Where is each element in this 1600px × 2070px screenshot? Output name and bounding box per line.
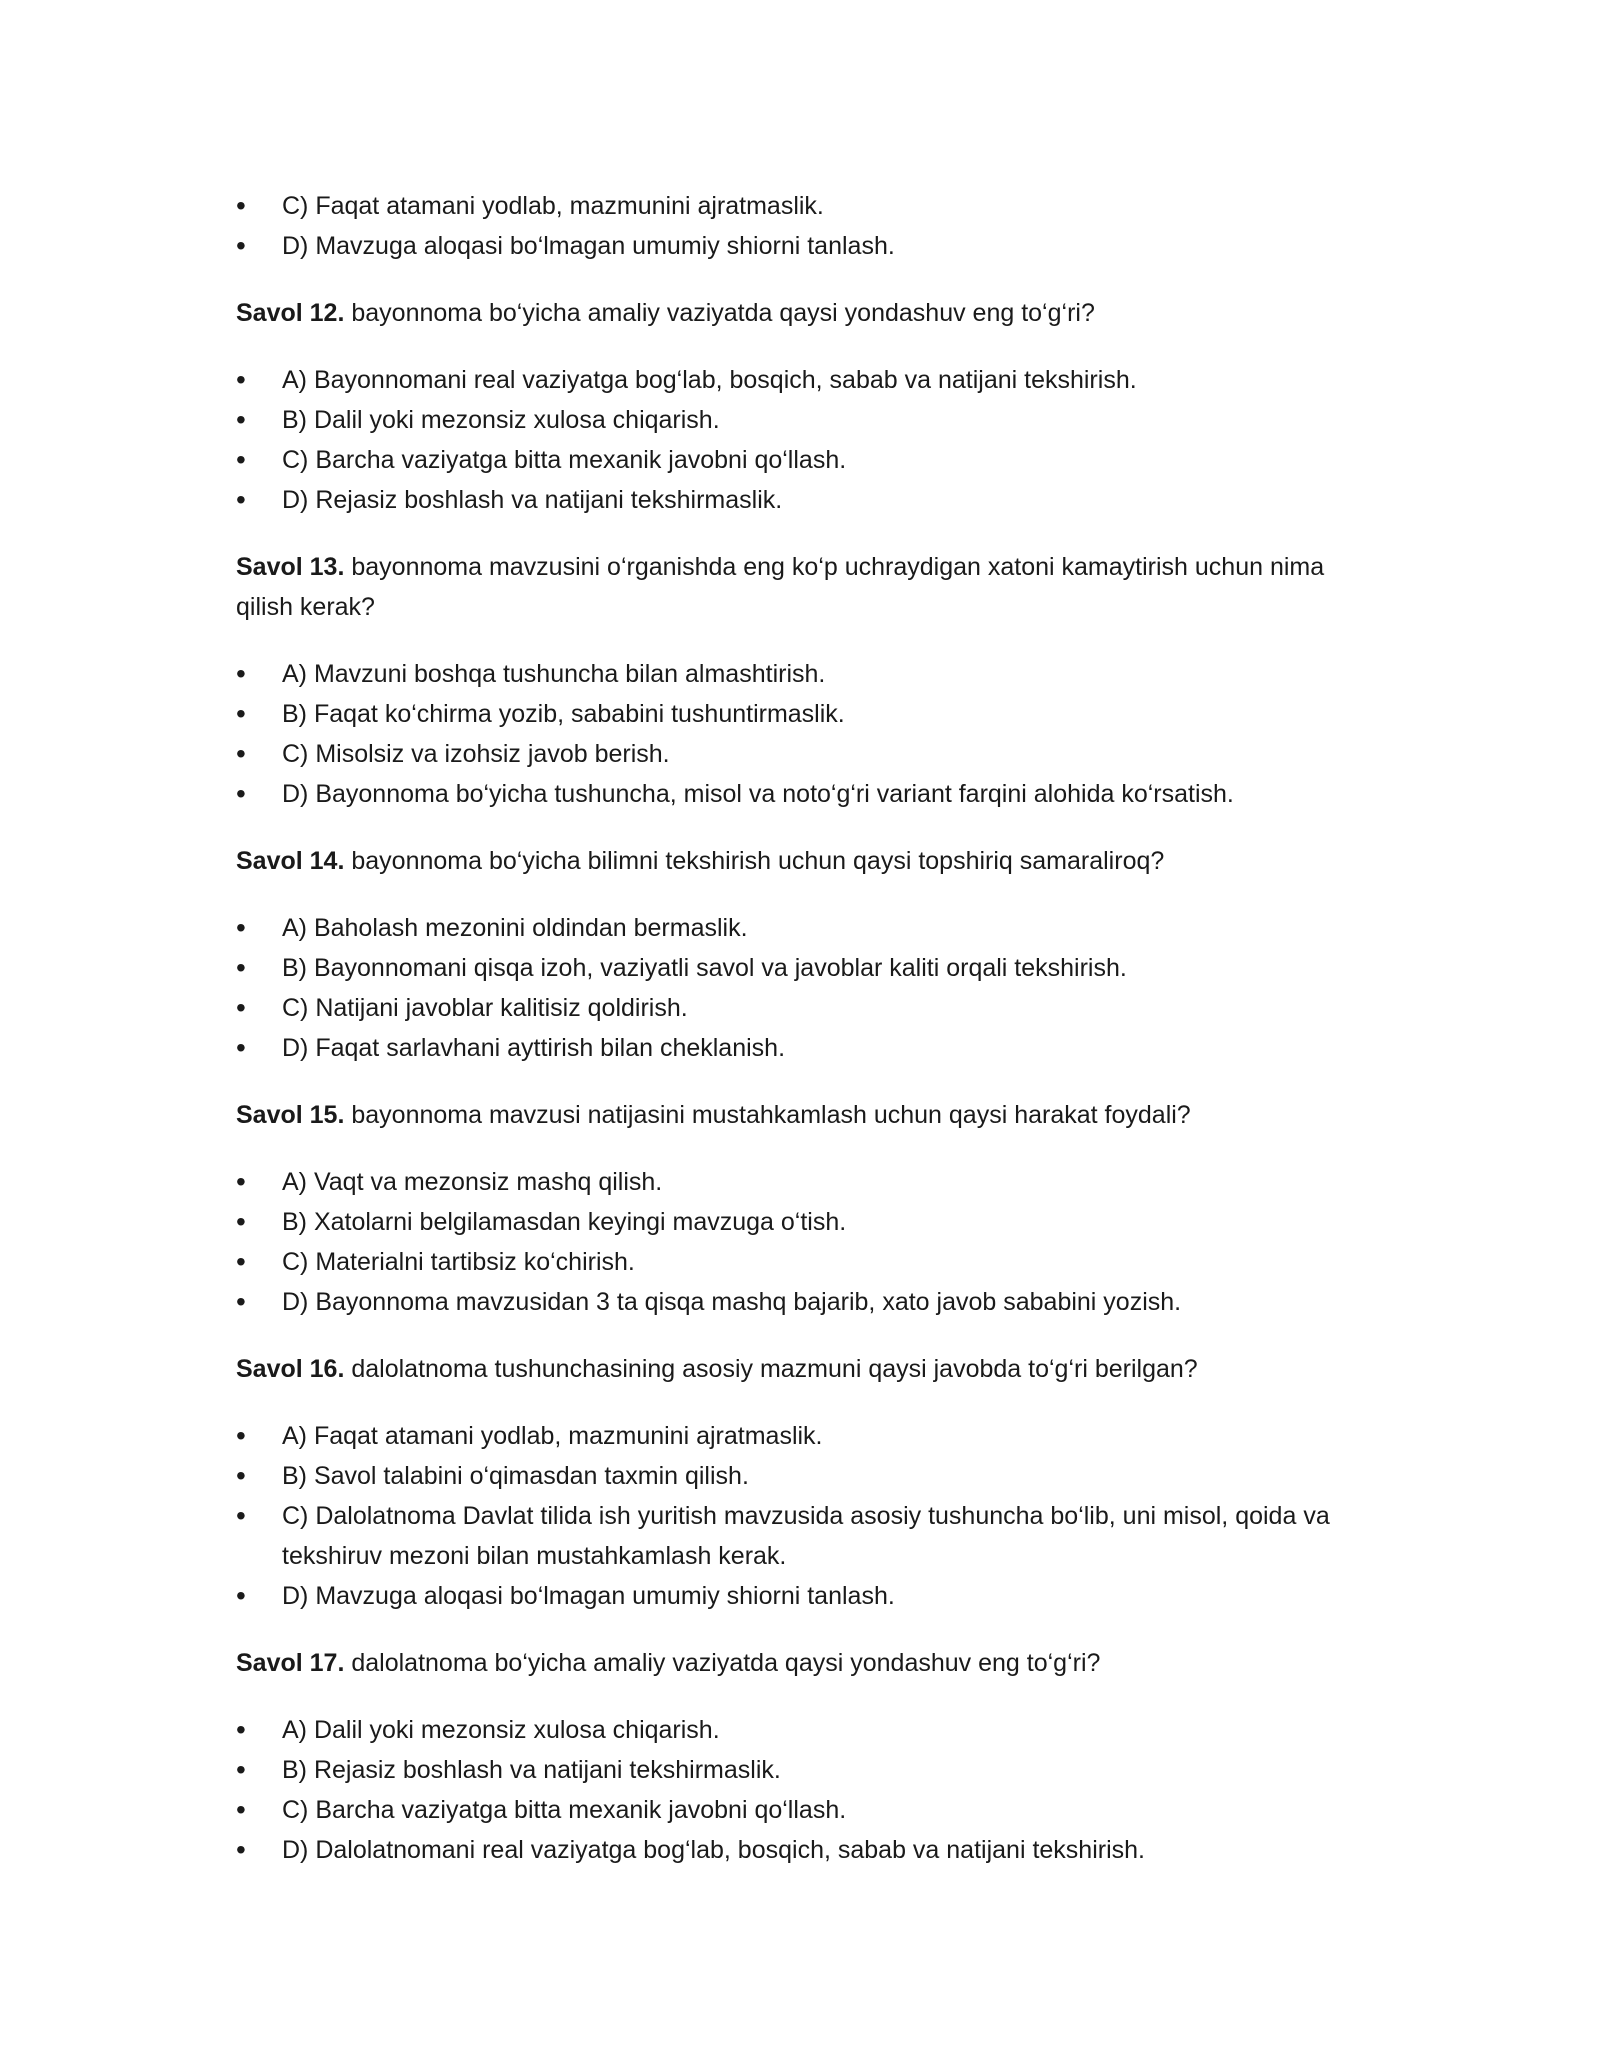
option-list xyxy=(236,1710,1364,1870)
question-text: bayonnoma mavzusini o‘rganishda eng ko‘p uchraydigan xatoni kamaytirish uchun nima qilish kerak? xyxy=(236,553,1325,621)
question xyxy=(236,1349,1364,1389)
option-item: • B) Xatolarni belgilamasdan keyingi mavzuga o‘tish. xyxy=(236,1202,1364,1242)
document-page xyxy=(236,186,1364,1870)
option-list xyxy=(236,1416,1364,1616)
question-text: dalolatnoma bo‘yicha amaliy vaziyatda qaysi yondashuv eng to‘g‘ri? xyxy=(351,1649,1101,1677)
question-text: bayonnoma bo‘yicha bilimni tekshirish uchun qaysi topshiriq samaraliroq? xyxy=(351,847,1165,875)
question-label: Savol 16. xyxy=(236,1355,345,1383)
question-label: Savol 15. xyxy=(236,1101,345,1129)
option-item: • C) Barcha vaziyatga bitta mexanik javobni qo‘llash. xyxy=(236,440,1364,480)
question-label: Savol 12. xyxy=(236,299,345,327)
option-item: • C) Misolsiz va izohsiz javob berish. xyxy=(236,734,1364,774)
question-text: dalolatnoma tushunchasining asosiy mazmuni qaysi javobda to‘g‘ri berilgan? xyxy=(351,1355,1198,1383)
option-item: • D) Bayonnoma bo‘yicha tushuncha, misol va noto‘g‘ri variant farqini alohida ko‘rsatish. xyxy=(236,774,1364,814)
question xyxy=(236,1095,1364,1135)
option-item: • B) Dalil yoki mezonsiz xulosa chiqarish. xyxy=(236,400,1364,440)
option-item: • A) Faqat atamani yodlab, mazmunini ajratmaslik. xyxy=(236,1416,1364,1456)
option-item: • B) Savol talabini o‘qimasdan taxmin qilish. xyxy=(236,1456,1364,1496)
question-text: bayonnoma bo‘yicha amaliy vaziyatda qaysi yondashuv eng to‘g‘ri? xyxy=(351,299,1095,327)
option-item: • C) Barcha vaziyatga bitta mexanik javobni qo‘llash. xyxy=(236,1790,1364,1830)
option-item: • A) Vaqt va mezonsiz mashq qilish. xyxy=(236,1162,1364,1202)
option-item: • B) Rejasiz boshlash va natijani tekshirmaslik. xyxy=(236,1750,1364,1790)
option-item: • A) Bayonnomani real vaziyatga bog‘lab, bosqich, sabab va natijani tekshirish. xyxy=(236,360,1364,400)
option-item: • C) Faqat atamani yodlab, mazmunini ajratmaslik. xyxy=(236,186,1364,226)
option-item: • D) Rejasiz boshlash va natijani tekshirmaslik. xyxy=(236,480,1364,520)
question-text: bayonnoma mavzusi natijasini mustahkamlash uchun qaysi harakat foydali? xyxy=(351,1101,1191,1129)
question-label: Savol 13. xyxy=(236,553,345,581)
option-item: • A) Mavzuni boshqa tushuncha bilan almashtirish. xyxy=(236,654,1364,694)
option-item: • D) Faqat sarlavhani ayttirish bilan cheklanish. xyxy=(236,1028,1364,1068)
option-item: • C) Natijani javoblar kalitisiz qoldirish. xyxy=(236,988,1364,1028)
option-item: • B) Bayonnomani qisqa izoh, vaziyatli savol va javoblar kaliti orqali tekshirish. xyxy=(236,948,1364,988)
question-label: Savol 17. xyxy=(236,1649,345,1677)
option-item: • D) Dalolatnomani real vaziyatga bog‘lab, bosqich, sabab va natijani tekshirish. xyxy=(236,1830,1364,1870)
question xyxy=(236,547,1364,627)
question-label: Savol 14. xyxy=(236,847,345,875)
option-item: • D) Mavzuga aloqasi bo‘lmagan umumiy shiorni tanlash. xyxy=(236,1576,1364,1616)
option-item: • B) Faqat ko‘chirma yozib, sababini tushuntirmaslik. xyxy=(236,694,1364,734)
question xyxy=(236,841,1364,881)
option-list xyxy=(236,908,1364,1068)
option-item: • A) Dalil yoki mezonsiz xulosa chiqarish. xyxy=(236,1710,1364,1750)
option-item: • A) Baholash mezonini oldindan bermaslik. xyxy=(236,908,1364,948)
option-item: • D) Bayonnoma mavzusidan 3 ta qisqa mashq bajarib, xato javob sababini yozish. xyxy=(236,1282,1364,1322)
question xyxy=(236,293,1364,333)
option-item: • C) Materialni tartibsiz ko‘chirish. xyxy=(236,1242,1364,1282)
option-list xyxy=(236,654,1364,814)
option-list xyxy=(236,186,1364,266)
question xyxy=(236,1643,1364,1683)
option-list xyxy=(236,1162,1364,1322)
option-item: • D) Mavzuga aloqasi bo‘lmagan umumiy shiorni tanlash. xyxy=(236,226,1364,266)
option-list xyxy=(236,360,1364,520)
option-item: • C) Dalolatnoma Davlat tilida ish yuritish mavzusida asosiy tushuncha bo‘lib, uni misol, qoida va tekshiruv mezoni bilan mustahkamlash kerak. xyxy=(236,1496,1364,1576)
